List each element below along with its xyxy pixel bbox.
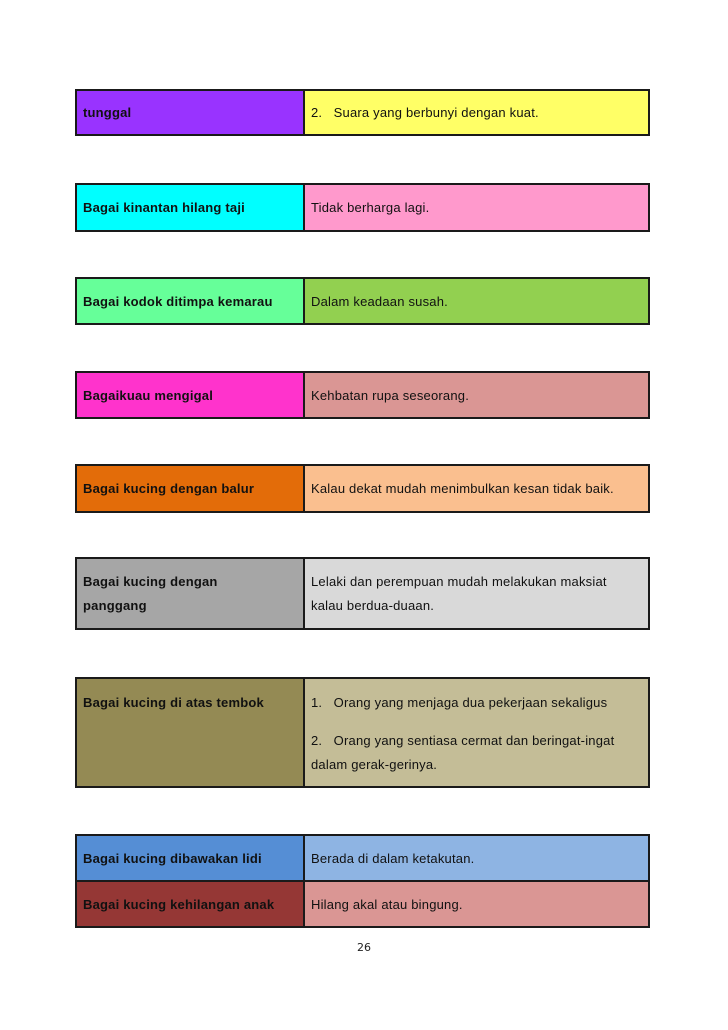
proverb-meaning-text: Berada di dalam ketakutan. <box>311 850 475 866</box>
page-number: 26 <box>357 941 371 954</box>
proverb-meaning <box>305 466 648 511</box>
proverb-meaning-text: Lelaki dan perempuan mudah melakukan maksiat <box>311 574 607 589</box>
proverb-row <box>75 183 650 232</box>
proverb-term-text: tunggal <box>83 105 132 120</box>
proverb-term <box>77 679 305 786</box>
proverb-meaning <box>305 559 648 628</box>
proverb-meaning <box>305 91 648 134</box>
proverb-meaning <box>305 836 648 880</box>
proverb-meaning-text: Kalau dekat mudah menimbulkan kesan tidak baik. <box>311 481 614 496</box>
proverb-term <box>77 836 305 880</box>
proverb-meaning-text: 2. Suara yang berbunyi dengan kuat. <box>311 105 539 120</box>
proverb-term <box>77 466 305 511</box>
proverb-term-text: panggang <box>83 598 147 613</box>
proverb-term-text: Bagai kinantan hilang taji <box>83 200 245 215</box>
proverb-term <box>77 882 305 926</box>
proverb-term-text: Bagaikuau mengigal <box>83 387 214 403</box>
proverb-meaning <box>305 679 648 786</box>
proverb-meaning <box>305 185 648 230</box>
proverb-term-text: Bagai kodok ditimpa kemarau <box>83 293 273 309</box>
proverb-meaning-text: Dalam keadaan susah. <box>311 293 448 309</box>
proverb-term <box>77 373 305 417</box>
proverb-meaning-item: dalam gerak-gerinya. <box>311 757 438 772</box>
proverb-row <box>75 371 650 419</box>
proverb-term-text: Bagai kucing dengan balur <box>83 481 255 496</box>
proverb-meaning-item: 1. Orang yang menjaga dua pekerjaan sekaligus <box>311 695 608 710</box>
proverb-meaning-text: kalau berdua-duaan. <box>311 598 435 613</box>
proverb-term <box>77 559 305 628</box>
proverb-meaning <box>305 373 648 417</box>
proverb-row <box>75 880 650 928</box>
proverb-term-text: Bagai kucing kehilangan anak <box>83 896 275 912</box>
proverb-row <box>75 89 650 136</box>
proverb-meaning-text: Hilang akal atau bingung. <box>311 896 463 912</box>
proverb-row <box>75 464 650 513</box>
proverb-term-text: Bagai kucing dengan <box>83 574 218 589</box>
proverb-row <box>75 677 650 788</box>
proverb-row <box>75 557 650 630</box>
proverb-meaning <box>305 279 648 323</box>
proverb-meaning-item: 2. Orang yang sentiasa cermat dan beringat-ingat <box>311 733 615 748</box>
proverb-row <box>75 277 650 325</box>
proverb-term-text: Bagai kucing dibawakan lidi <box>83 850 262 866</box>
proverb-term-text: Bagai kucing di atas tembok <box>83 695 264 710</box>
proverb-meaning-text: Kehbatan rupa seseorang. <box>311 387 470 403</box>
proverb-meaning <box>305 882 648 926</box>
proverb-term <box>77 185 305 230</box>
proverb-term <box>77 279 305 323</box>
proverb-meaning-text: Tidak berharga lagi. <box>311 200 430 215</box>
proverb-term <box>77 91 305 134</box>
proverb-row <box>75 834 650 882</box>
